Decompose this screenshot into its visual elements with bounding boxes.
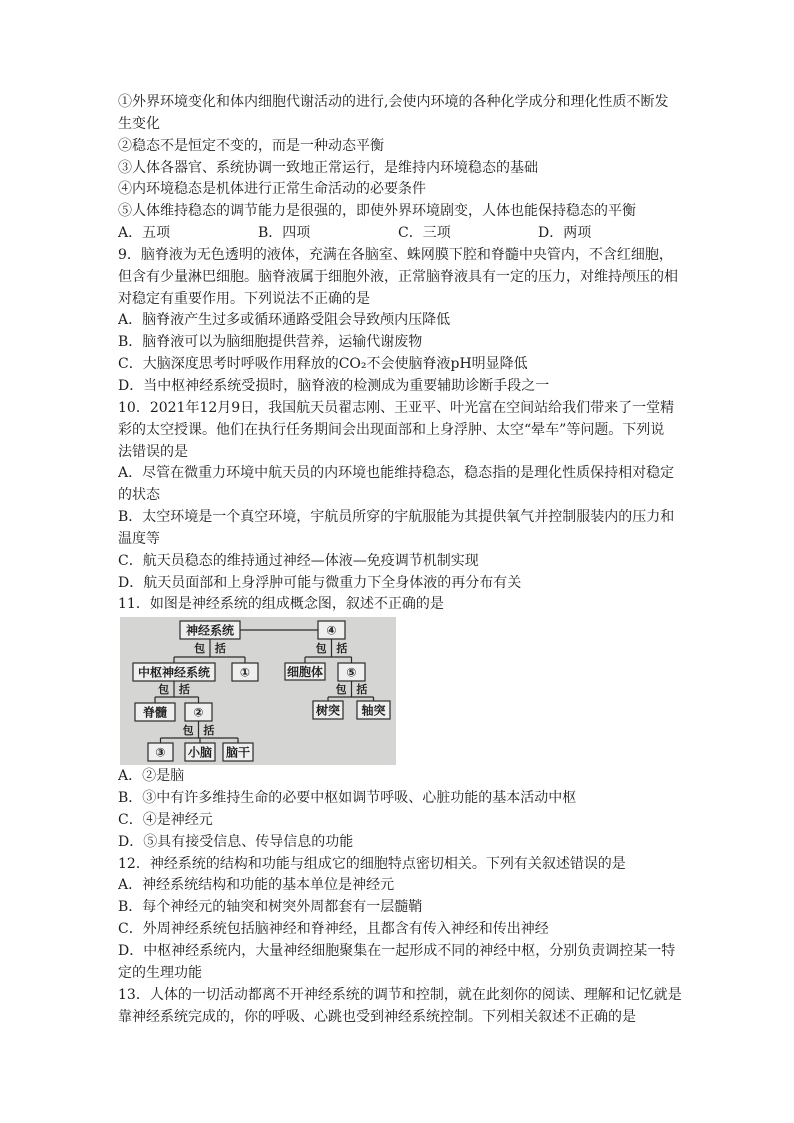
node-spinal-cord: 脊髓: [142, 705, 168, 720]
q9-stem-line-2: 但含有少量淋巴细胞。脑脊液属于细胞外液，正常脑脊液具有一定的压力，对维持颅压的相: [118, 268, 678, 285]
q12-stem: 12．神经系统的结构和功能与组成它的细胞特点密切相关。下列有关叙述错误的是: [118, 855, 626, 872]
node-brainstem: 脑干: [225, 745, 251, 760]
q10-option-c: C．航天员稳态的维持通过神经—体液—免疫调节机制实现: [118, 552, 479, 569]
q8-statement-5: ⑤人体维持稳态的调节能力是很强的，即使外界环境剧变，人体也能保持稳态的平衡: [118, 203, 636, 220]
q8-statement-3: ③人体各器官、系统协调一致地正常运行，是维持内环境稳态的基础: [118, 159, 538, 176]
q11-option-a: A．②是脑: [118, 768, 185, 785]
node-cell-body: 细胞体: [286, 665, 324, 680]
q10-option-a-line-2: 的状态: [118, 487, 160, 504]
q9-option-c: C．大脑深度思考时呼吸作用释放的CO₂不会使脑脊液pH明显降低: [118, 356, 528, 373]
q9-stem-line-1: 9．脑脊液为无色透明的液体，充满在各脑室、蛛网膜下腔和脊髓中央管内，不含红细胞，: [118, 246, 673, 263]
nervous-system-concept-map: [120, 617, 396, 765]
q11-diagram-block: [118, 616, 690, 766]
q12-option-d-line-2: 定的生理功能: [118, 964, 202, 981]
q8-options: [118, 223, 690, 245]
node-cerebellum: 小脑: [187, 745, 213, 760]
includes-label-4: 包 括: [315, 642, 348, 656]
q8-option-a: A．五项: [118, 225, 171, 242]
q12-option-c: C．外周神经系统包括脑神经和脊神经，且都含有传入神经和传出神经: [118, 921, 549, 938]
q13-stem-line-1: 13．人体的一切活动都离不开神经系统的调节和控制，就在此刻你的阅读、理解和记忆就是: [118, 986, 682, 1003]
node-axon: 轴突: [361, 703, 386, 718]
q11-option-b: B．③中有许多维持生命的必要中枢如调节呼吸、心脏功能的基本活动中枢: [118, 790, 577, 807]
includes-label-2: 包 括: [182, 724, 215, 738]
q10-option-d: D．航天员面部和上身浮肿可能与微重力下全身体液的再分布有关: [118, 574, 522, 591]
q10-stem-line-1: 10．2021年12月9日，我国航天员翟志刚、王亚平、叶光富在空间站给我们带来了一堂精: [118, 399, 675, 416]
q10-stem-line-3: 法错误的是: [118, 443, 188, 460]
q9-option-b: B．脑脊液可以为脑细胞提供营养，运输代谢废物: [118, 334, 423, 351]
q12-option-a: A．神经系统结构和功能的基本单位是神经元: [118, 877, 395, 894]
q8-option-d: D．两项: [538, 225, 592, 242]
includes-label-nervous-system: 包 括: [194, 642, 226, 656]
q11-stem: 11．如图是神经系统的组成概念图，叙述不正确的是: [118, 596, 444, 613]
node-5: ⑤: [346, 665, 357, 680]
node-dendrite: 树突: [315, 703, 341, 718]
node-4: ④: [326, 623, 337, 638]
q10-option-b-line-1: B．太空环境是一个真空环境，宇航员所穿的宇航服能为其提供氧气并控制服装内的压力和: [118, 509, 675, 526]
node-cns: 中枢神经系统: [137, 665, 211, 680]
q12-option-b: B．每个神经元的轴突和树突外周都套有一层髓鞘: [118, 899, 423, 916]
node-2: ②: [193, 705, 204, 720]
q10-option-b-line-2: 温度等: [118, 530, 160, 547]
q8-statement-1-line-2: 生变化: [118, 115, 160, 132]
exam-page-content: [118, 92, 690, 1028]
q9-stem-line-3: 对稳定有重要作用。下列说法不正确的是: [118, 290, 370, 307]
q11-option-c: C．④是神经元: [118, 811, 213, 828]
node-3: ③: [155, 745, 166, 760]
q9-option-a: A．脑脊液产生过多或循环通路受阻会导致颅内压降低: [118, 312, 451, 329]
q10-option-a-line-1: A．尽管在微重力环境中航天员的内环境也能维持稳态，稳态指的是理化性质保持相对稳定: [118, 465, 675, 482]
q11-option-d: D．⑤具有接受信息、传导信息的功能: [118, 833, 354, 850]
q10-stem-line-2: 彩的太空授课。他们在执行任务期间会出现面部和上身浮肿、太空“晕车”等问题。下列说: [118, 421, 665, 438]
q9-option-d: D．当中枢神经系统受损时，脑脊液的检测成为重要辅助诊断手段之一: [118, 377, 550, 394]
q13-stem-line-2: 靠神经系统完成的，你的呼吸、心跳也受到神经系统控制。下列相关叙述不正确的是: [118, 1008, 636, 1025]
q8-option-c: C．三项: [398, 225, 451, 242]
q8-statement-2: ②稳态不是恒定不变的，而是一种动态平衡: [118, 137, 384, 154]
q12-option-d-line-1: D．中枢神经系统内，大量神经细胞聚集在一起形成不同的神经中枢，分别负责调控某一特: [118, 943, 676, 959]
q8-statement-1-line-1: ①外界环境变化和体内细胞代谢活动的进行,会使内环境的各种化学成分和理化性质不断发: [118, 94, 669, 110]
node-1: ①: [239, 665, 251, 680]
q8-statement-4: ④内环境稳态是机体进行正常生命活动的必要条件: [118, 181, 426, 198]
includes-label-cns: 包 括: [158, 683, 190, 697]
includes-label-5: 包 括: [335, 683, 368, 697]
node-nervous-system: 神经系统: [185, 623, 235, 638]
q8-option-b: B．四项: [258, 225, 311, 242]
